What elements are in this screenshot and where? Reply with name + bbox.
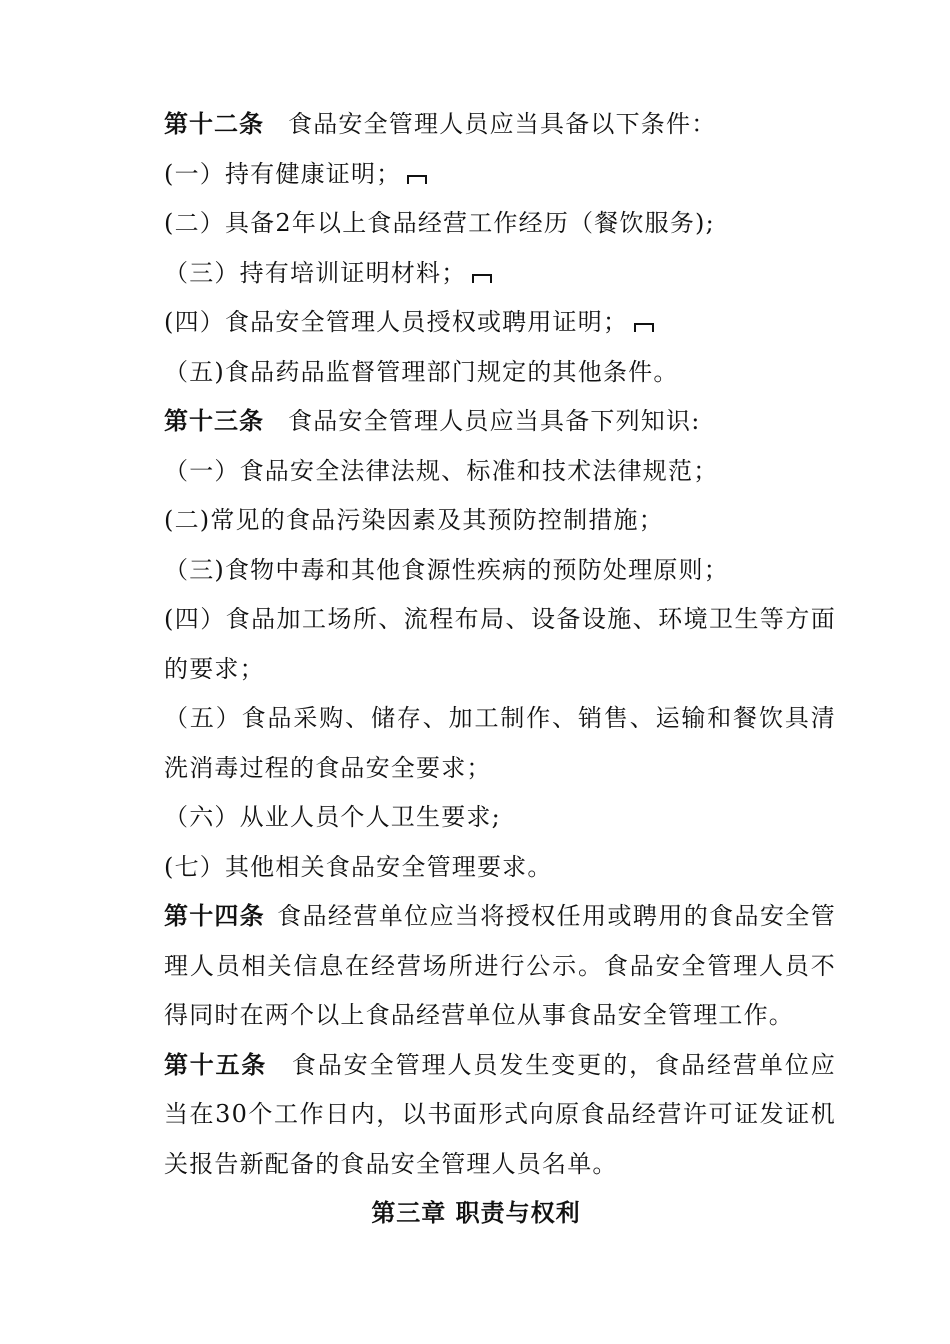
revision-mark-icon [407, 175, 427, 184]
article-13-title: 第十三条 [164, 407, 264, 435]
article-13-item-2-text: (二)常见的食品污染因素及其预防控制措施； [164, 506, 664, 534]
article-13-item-4-text: (四）食品加工场所、流程布局、设备设施、环境卫生等方面的要求； [164, 605, 836, 683]
article-13-intro: 食品安全管理人员应当具备下列知识: [288, 407, 701, 435]
chapter-3-heading: 第三章 职责与权利 [371, 1199, 581, 1227]
article-13-item-5-text: （五）食品采购、储存、加工制作、销售、运输和餐饮具清洗消毒过程的食品安全要求； [164, 704, 836, 782]
article-13-item-7-text: (七）其他相关食品安全管理要求。 [164, 852, 553, 881]
article-13-item-1 [116, 447, 836, 497]
article-12-item-2 [116, 199, 836, 249]
article-12-intro: 食品安全管理人员应当具备以下条件： [288, 110, 717, 138]
article-13-item-6-text: （六）从业人员个人卫生要求; [164, 803, 501, 831]
article-14-title: 第十四条 [164, 902, 265, 930]
article-13-item-5 [116, 694, 836, 793]
article-15-title: 第十五条 [164, 1050, 268, 1079]
article-13-heading [116, 397, 836, 447]
article-12-heading [116, 100, 836, 150]
document-page [116, 100, 836, 1239]
article-13-item-3 [116, 546, 836, 596]
article-12-item-1 [116, 150, 836, 200]
article-15-text: 食品安全管理人员发生变更的，食品经营单位应当在30个工作日内，以书面形式向原食品经营许可证发证机关报告新配备的食品安全管理人员名单。 [164, 1050, 837, 1178]
article-12-item-1-text: (一）持有健康证明； [164, 159, 402, 188]
article-13-item-4 [116, 595, 836, 694]
revision-mark-icon [634, 323, 654, 332]
article-12-item-2-text: (二）具备2年以上食品经营工作经历（餐饮服务); [164, 209, 715, 237]
article-12-item-4 [116, 298, 836, 348]
article-13-item-7 [116, 843, 836, 893]
article-12-item-3 [116, 249, 836, 299]
article-14 [116, 892, 836, 1041]
article-12-title: 第十二条 [164, 110, 264, 138]
article-13-item-1-text: （一）食品安全法律法规、标准和技术法律规范； [164, 456, 719, 485]
article-13-item-3-text: （三)食物中毒和其他食源性疾病的预防处理原则； [164, 555, 729, 584]
article-12-item-5 [116, 348, 836, 398]
article-12-item-3-text: （三）持有培训证明材料； [164, 258, 467, 287]
revision-mark-icon [472, 274, 492, 283]
article-13-item-6 [116, 793, 836, 843]
article-14-text: 食品经营单位应当将授权任用或聘用的食品安全管理人员相关信息在经营场所进行公示。食品安全管理人员不得同时在两个以上食品经营单位从事食品安全管理工作。 [164, 902, 837, 1029]
article-13-item-2 [116, 496, 836, 546]
article-12-item-5-text: （五)食品药品监督管理部门规定的其他条件。 [164, 357, 679, 386]
article-15 [116, 1041, 836, 1190]
article-12-item-4-text: (四）食品安全管理人员授权或聘用证明； [164, 308, 629, 336]
